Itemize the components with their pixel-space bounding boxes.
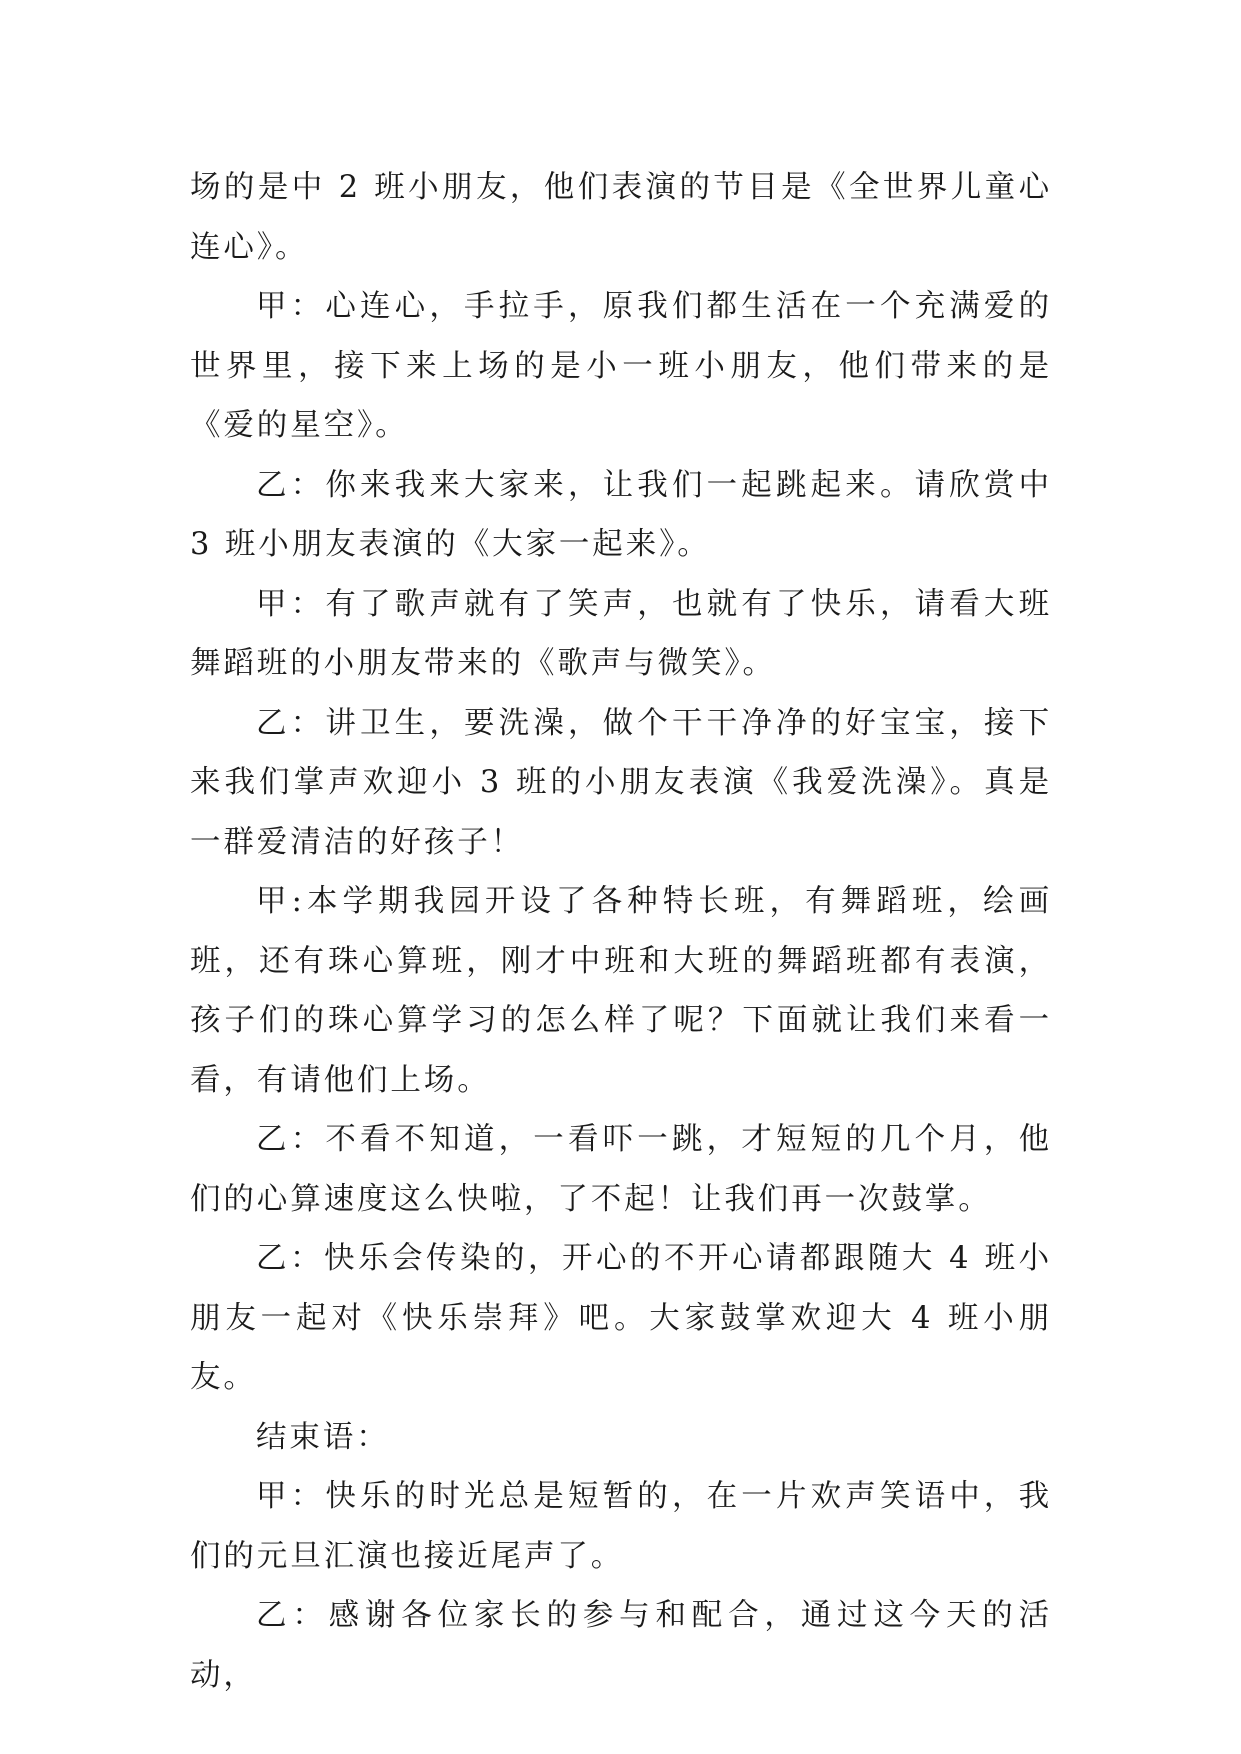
paragraph-4: 甲：有了歌声就有了笑声，也就有了快乐，请看大班舞蹈班的小朋友带来的《歌声与微笑》。 xyxy=(190,586,1052,681)
paragraph-7: 乙：不看不知道，一看吓一跳，才短短的几个月，他们的心算速度这么快啦，了不起！让我们再一次鼓掌。 xyxy=(190,1122,1052,1217)
document-body xyxy=(190,158,1052,1705)
paragraph-9: 结束语： xyxy=(256,1419,390,1455)
paragraph-3: 乙：你来我来大家来，让我们一起跳起来。请欣赏中 3 班小朋友表演的《大家一起来》。 xyxy=(190,467,1052,562)
paragraph-10: 甲：快乐的时光总是短暂的，在一片欢声笑语中，我们的元旦汇演也接近尾声了。 xyxy=(190,1479,1052,1574)
paragraph-1: 场的是中 2 班小朋友，他们表演的节目是《全世界儿童心连心》。 xyxy=(190,170,1052,265)
paragraph-8: 乙：快乐会传染的，开心的不开心请都跟随大 4 班小朋友一起对《快乐崇拜》吧。大家鼓掌欢迎大 4 班小朋友。 xyxy=(190,1241,1052,1395)
paragraph-11: 乙：感谢各位家长的参与和配合，通过这今天的活动， xyxy=(190,1598,1052,1693)
paragraph-6: 甲:本学期我园开设了各种特长班，有舞蹈班，绘画班，还有珠心算班，刚才中班和大班的舞蹈班都有表演，孩子们的珠心算学习的怎么样了呢？下面就让我们来看一看，有请他们上场。 xyxy=(190,884,1052,1098)
paragraph-5: 乙：讲卫生，要洗澡，做个干干净净的好宝宝，接下来我们掌声欢迎小 3 班的小朋友表演《我爱洗澡》。真是一群爱清洁的好孩子！ xyxy=(190,705,1052,860)
paragraph-2: 甲：心连心，手拉手，原我们都生活在一个充满爱的世界里，接下来上场的是小一班小朋友，他们带来的是《爱的星空》。 xyxy=(190,289,1052,443)
